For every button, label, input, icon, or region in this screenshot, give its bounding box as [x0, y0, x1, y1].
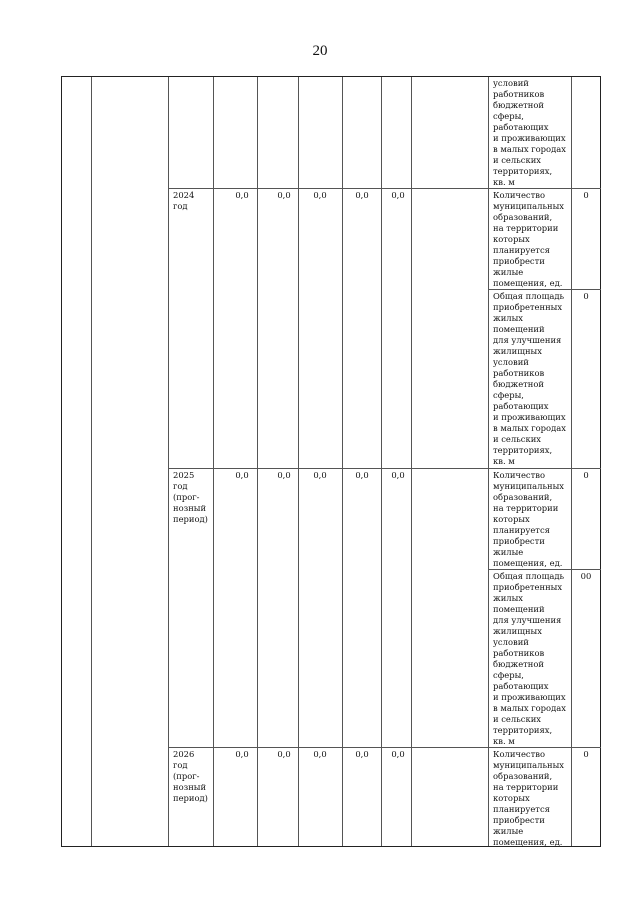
indicator-text: Общая площадь приобретенных жилых помещений для улучшения жилищных условий работников бюджетной сферы, работающих и проживающих в малых городах и сельских территориях, кв. м: [493, 571, 566, 746]
indicator-text: Количество муниципальных образований, на территории которых планируется приобрести жилые помещения, ед.: [493, 190, 564, 288]
value-cell: 0,0: [391, 470, 405, 480]
value-cell: 0,0: [277, 749, 291, 759]
value-cell: 0,0: [313, 470, 327, 480]
indicator-text: Общая площадь приобретенных жилых помещений для улучшения жилищных условий работников бюджетной сферы, работающих и проживающих в малых городах и сельских территориях, кв. м: [493, 291, 566, 466]
value-cell: 0,0: [313, 190, 327, 200]
value-cell: 0,0: [355, 190, 369, 200]
indicator-value: 0: [583, 749, 589, 759]
value-cell: 0,0: [355, 470, 369, 480]
value-cell: 0,0: [235, 470, 249, 480]
indicator-value: 0: [583, 190, 589, 200]
col-divider: [488, 77, 489, 846]
value-cell: 0,0: [313, 749, 327, 759]
year-label: 2024 год: [173, 190, 195, 211]
year-label: 2025 год (прог- нозный период): [173, 470, 208, 524]
col-divider: [168, 77, 169, 846]
indicator-text: Количество муниципальных образований, на территории которых планируется приобрести жилые помещения, ед.: [493, 749, 564, 847]
year-label: 2026 год (прог- нозный период): [173, 749, 208, 803]
value-cell: 0,0: [277, 470, 291, 480]
col-divider: [571, 77, 572, 846]
value-cell: 0,0: [391, 190, 405, 200]
value-cell: 0,0: [355, 749, 369, 759]
value-cell: 0,0: [235, 749, 249, 759]
col-divider: [91, 77, 92, 846]
indicator-value: 0: [583, 470, 589, 480]
col-divider: [213, 77, 214, 846]
value-cell: 0,0: [277, 190, 291, 200]
indicator-text: Количество муниципальных образований, на территории которых планируется приобрести жилые помещения, ед.: [493, 470, 564, 568]
value-cell: 0,0: [235, 190, 249, 200]
page-number: 20: [312, 43, 328, 59]
row-divider: [488, 289, 601, 290]
row-divider: [488, 569, 601, 570]
program-table: [61, 76, 601, 847]
indicator-value: 00: [580, 571, 592, 581]
value-cell: 0,0: [391, 749, 405, 759]
row-divider: [168, 747, 601, 748]
row-divider: [168, 468, 601, 469]
row-divider: [168, 188, 601, 189]
indicator-value: 0: [583, 291, 589, 301]
indicator-continuation: условий работников бюджетной сферы, работающих и проживающих в малых городах и сельских территориях, кв. м: [493, 78, 566, 187]
